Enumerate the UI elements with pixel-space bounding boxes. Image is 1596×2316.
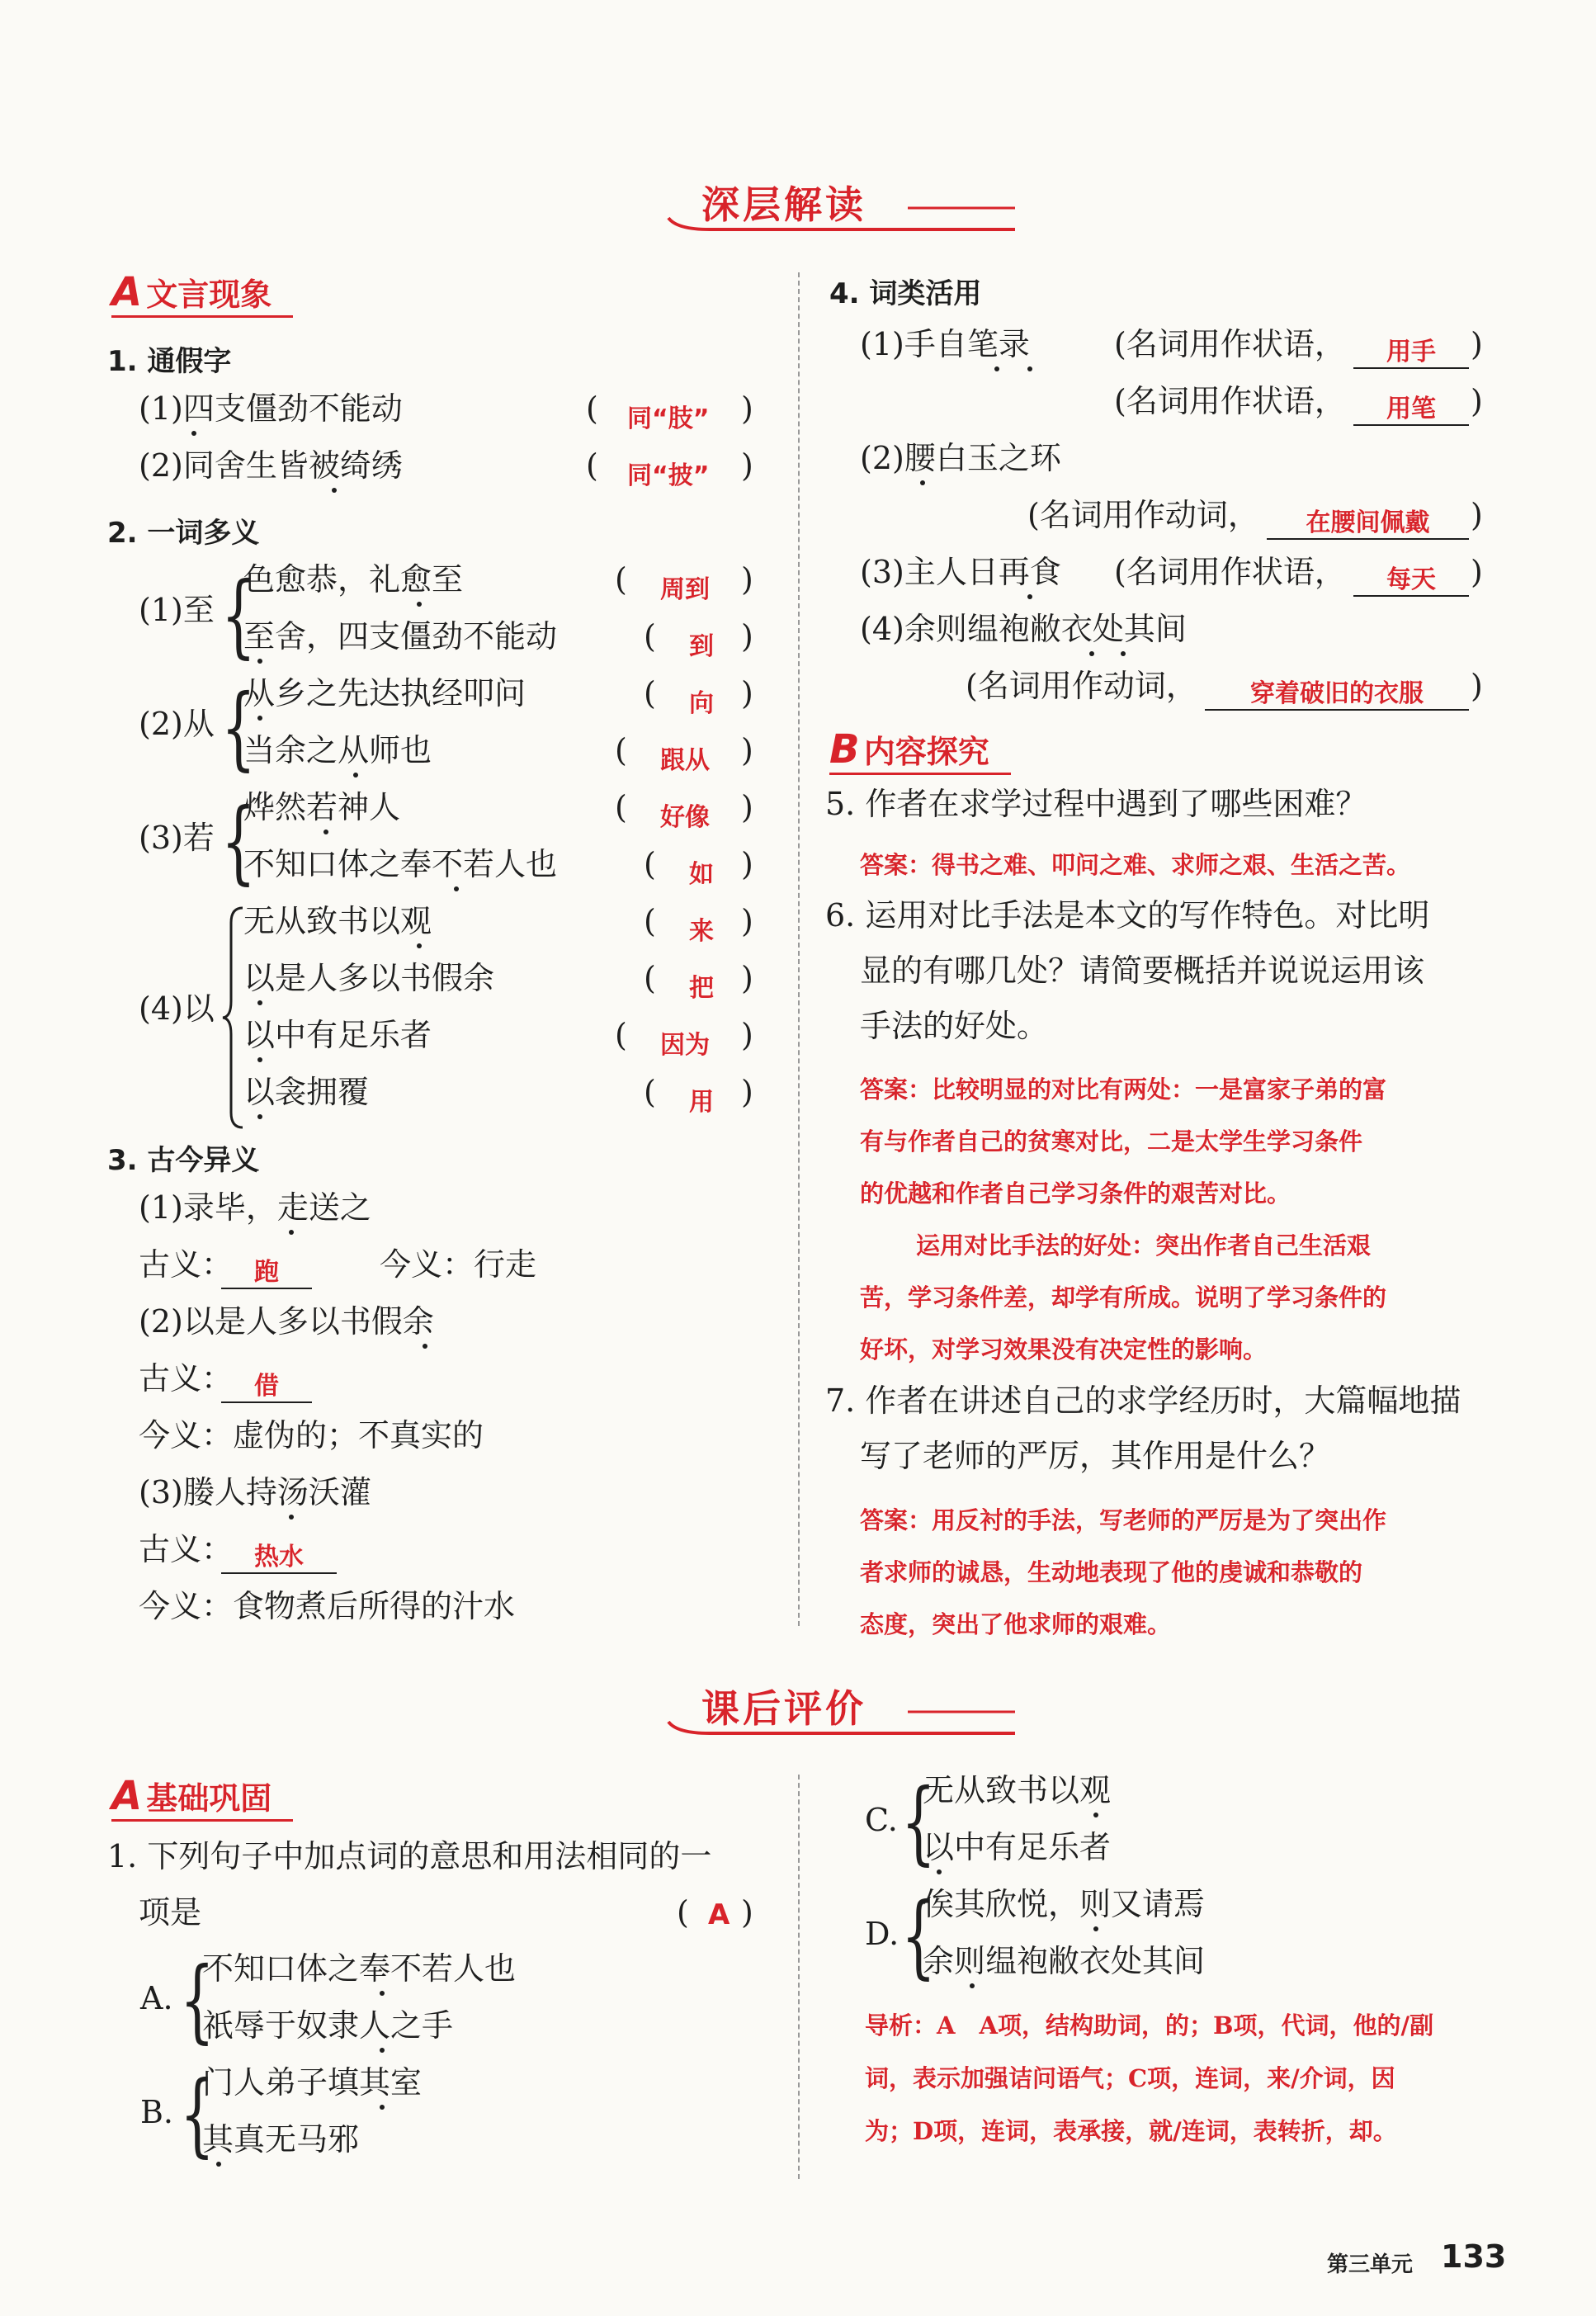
question-1-line1: 1. 下列句子中加点词的意思和用法相同的一 xyxy=(107,1838,712,1874)
cilei-s3-pre: (名词用作状语， xyxy=(1114,554,1346,590)
polysemy-2-s1-bl: ( xyxy=(644,675,656,711)
cilei-s1-b-pre: (名词用作状语， xyxy=(1114,383,1346,419)
emphasis-dot xyxy=(380,1991,385,1996)
gujin-s3-jin: 今义：食物煮后所得的汁水 xyxy=(139,1588,516,1624)
section-title-after-class xyxy=(660,1674,1023,1740)
polysemy-4-s3-bl: ( xyxy=(615,1017,627,1053)
cilei-s3-close: ) xyxy=(1471,554,1483,590)
part-b-badge: B xyxy=(829,726,860,773)
option-d-s2: 余则缊袍敝衣处其间 xyxy=(923,1943,1206,1979)
emphasis-dot xyxy=(1093,1813,1098,1817)
gujin-s2-gu-label: 古义： xyxy=(139,1360,234,1397)
analysis-text-1: A A项，结构助词，的；B项，代词，他的/副 xyxy=(937,2011,1434,2039)
question-1-line2: 项是 xyxy=(139,1894,202,1931)
emphasis-dot xyxy=(970,1983,975,1988)
part-a-title: 文言现象 xyxy=(146,277,272,313)
cilei-s3: (3)主人日再食 xyxy=(860,554,1061,590)
answer-7-line2: 者求师的诚恳，生动地表现了他的虔诚和恭敬的 xyxy=(860,1558,1363,1586)
polysemy-3-brace: { xyxy=(221,788,256,894)
gujin-s1-jin: 今义：行走 xyxy=(380,1246,537,1283)
question-7-line2: 写了老师的严厉，其作用是什么？ xyxy=(860,1438,1331,1474)
answer-5-label: 答案： xyxy=(860,851,933,879)
tongjia-2-bracket: ( xyxy=(586,447,598,484)
polysemy-4-s2-bl: ( xyxy=(644,960,656,996)
cilei-s2-close: ) xyxy=(1471,497,1483,533)
polysemy-3-s2-bl: ( xyxy=(644,846,656,882)
polysemy-2-s2-br: ) xyxy=(741,732,753,768)
polysemy-4-s3: 以中有足乐者 xyxy=(243,1017,432,1053)
tongjia-2-bracket-close: ) xyxy=(741,447,753,484)
part-c-underline xyxy=(111,1819,293,1822)
polysemy-3-a1: 好像 xyxy=(660,803,710,832)
emphasis-dot xyxy=(289,1515,294,1520)
emphasis-dot xyxy=(289,1230,294,1235)
emphasis-dot xyxy=(417,943,422,948)
gujin-s1-gu: 跑 xyxy=(221,1251,312,1289)
option-b-s2: 其真无马邪 xyxy=(202,2121,360,2158)
answer-7-label: 答案： xyxy=(860,1506,933,1534)
polysemy-1-s1: 色愈恭，礼愈至 xyxy=(243,561,464,598)
cilei-s1-a-close: ) xyxy=(1471,326,1483,362)
option-a-s1: 不知口体之奉不若人也 xyxy=(202,1950,517,1987)
polysemy-4-s2-br: ) xyxy=(741,960,753,996)
option-a-brace: { xyxy=(180,1947,215,2053)
analysis-line2: 词，表示加强诘问语气；C项，连词，来/介词，因 xyxy=(865,2064,1395,2092)
part-b-header xyxy=(829,726,989,773)
tongjia-2-answer: 同“披” xyxy=(627,461,710,490)
part-a-header xyxy=(111,269,272,315)
polysemy-1-a2: 到 xyxy=(689,632,714,661)
cilei-s2: (2)腰白玉之环 xyxy=(860,440,1061,476)
polysemy-1-s2-bl: ( xyxy=(644,618,656,655)
polysemy-1-s1-br: ) xyxy=(741,561,753,598)
answer-6-line2: 有与作者自己的贫寒对比，二是太学生学习条件 xyxy=(860,1127,1363,1156)
part-a-underline xyxy=(111,315,293,318)
cilei-s1-a: 用手 xyxy=(1353,331,1469,369)
tongjia-1-bracket-close: ) xyxy=(741,390,753,427)
polysemy-3-a2: 如 xyxy=(689,860,714,889)
cilei-s1: (1)手自笔录 xyxy=(860,326,1030,362)
option-c-s1: 无从致书以观 xyxy=(923,1772,1112,1808)
option-c-brace: { xyxy=(901,1769,936,1874)
polysemy-4-label: (4)以 xyxy=(139,990,215,1027)
option-d-label: D. xyxy=(865,1916,900,1952)
option-d-brace: { xyxy=(901,1883,936,1988)
polysemy-4-a1: 来 xyxy=(689,917,714,946)
emphasis-dot xyxy=(1027,594,1032,599)
question-6-line1: 6. 运用对比手法是本文的写作特色。对比明 xyxy=(825,897,1430,933)
tongjia-1-answer: 同“肢” xyxy=(627,404,710,433)
question-7-line1: 7. 作者在讲述自己的求学经历时，大篇幅地描 xyxy=(825,1383,1461,1419)
polysemy-3-label: (3)若 xyxy=(139,820,215,856)
tongjia-1: (1)四支僵劲不能动 xyxy=(139,390,403,427)
answer-6-line4: 运用对比手法的好处：突出作者自己生活艰 xyxy=(916,1231,1372,1260)
emphasis-dot xyxy=(380,2105,385,2110)
column-divider-bottom xyxy=(798,1775,800,2179)
tongjia-2: (2)同舍生皆被绮绣 xyxy=(139,447,403,484)
answer-6-line1 xyxy=(860,1071,1386,1105)
polysemy-4-s1-bl: ( xyxy=(644,903,656,939)
polysemy-3-s1-bl: ( xyxy=(615,789,627,825)
section-title-text: 深层解读 xyxy=(701,182,866,227)
heading-polysemy: 2. 一词多义 xyxy=(107,517,260,550)
option-b-s1: 门人弟子填其室 xyxy=(202,2064,423,2101)
polysemy-1-brace: { xyxy=(221,562,256,668)
part-b-underline xyxy=(829,773,1011,775)
answer-6-line5: 苦，学习条件差，却学有所成。说明了学习条件的 xyxy=(860,1283,1387,1312)
question-6-line2: 显的有哪几处？请简要概括并说说运用该 xyxy=(860,952,1425,989)
part-c-badge: A xyxy=(111,1773,143,1819)
emphasis-dot xyxy=(920,480,925,485)
emphasis-dot xyxy=(191,431,196,436)
cilei-s1-a-pre: (名词用作状语， xyxy=(1114,326,1346,362)
heading-gujin: 3. 古今异义 xyxy=(107,1144,260,1177)
emphasis-dot xyxy=(323,830,328,834)
option-b-label: B. xyxy=(140,2094,174,2130)
polysemy-2-label: (2)从 xyxy=(139,706,215,742)
cilei-s4-a: 穿着破旧的衣服 xyxy=(1205,673,1469,711)
cilei-s3-a: 每天 xyxy=(1353,559,1469,597)
answer-7-text-1: 用反衬的手法，写老师的严厉是为了突出作 xyxy=(932,1506,1387,1534)
polysemy-2-s2: 当余之从师也 xyxy=(243,732,432,768)
part-b-title: 内容探究 xyxy=(863,734,989,770)
emphasis-dot xyxy=(216,2162,221,2167)
polysemy-3-s1: 烨然若神人 xyxy=(243,789,401,825)
cilei-s2-pre: (名词用作动词， xyxy=(1027,497,1259,533)
gujin-s3-gu-label: 古义： xyxy=(139,1531,234,1567)
emphasis-dot xyxy=(1027,366,1032,371)
polysemy-3-s2-br: ) xyxy=(741,846,753,882)
gujin-s2-jin: 今义：虚伪的；不真实的 xyxy=(139,1417,484,1453)
gujin-s1: (1)录毕，走送之 xyxy=(139,1189,371,1226)
emphasis-dot xyxy=(257,716,262,721)
emphasis-dot xyxy=(1121,651,1126,656)
polysemy-1-s2: 至舍，四支僵劲不能动 xyxy=(243,618,558,655)
heading-cilei: 4. 词类活用 xyxy=(829,277,982,310)
cilei-s4: (4)余则缊袍敝衣处其间 xyxy=(860,611,1187,647)
polysemy-2-brace: { xyxy=(221,674,256,780)
emphasis-dot xyxy=(1089,651,1094,656)
cilei-s1-b-close: ) xyxy=(1471,383,1483,419)
section-title-deep-reading xyxy=(660,170,1023,236)
gujin-s2-gu: 借 xyxy=(221,1365,312,1403)
gujin-s3-gu: 热水 xyxy=(221,1536,337,1574)
cilei-s4-pre: (名词用作动词， xyxy=(966,668,1197,704)
section-title-text: 课后评价 xyxy=(701,1686,866,1731)
polysemy-4-a4: 用 xyxy=(689,1088,714,1117)
answer-5-text: 得书之难、叩问之难、求师之艰、生活之苦。 xyxy=(932,851,1411,879)
emphasis-dot xyxy=(423,1344,427,1349)
emphasis-dot xyxy=(257,659,262,664)
emphasis-dot xyxy=(257,1000,262,1005)
option-d-s1: 俟其欣悦，则又请焉 xyxy=(923,1886,1206,1922)
option-c-s2: 以中有足乐者 xyxy=(923,1829,1112,1865)
gujin-s1-gu-label: 古义： xyxy=(139,1246,234,1283)
option-a-s2: 祇辱于奴隶人之手 xyxy=(202,2007,454,2044)
part-a-badge: A xyxy=(111,269,143,315)
answer-6-label: 答案： xyxy=(860,1075,933,1104)
polysemy-4-s1: 无从致书以观 xyxy=(243,903,432,939)
option-b-brace: { xyxy=(180,2061,215,2167)
emphasis-dot xyxy=(332,488,337,493)
polysemy-1-s2-br: ) xyxy=(741,618,753,655)
question-6-line3: 手法的好处。 xyxy=(860,1008,1049,1044)
option-c-label: C. xyxy=(865,1802,898,1838)
analysis-label: 导析： xyxy=(865,2011,937,2039)
polysemy-4-s2: 以是人多以书假余 xyxy=(243,960,495,996)
column-divider-top xyxy=(798,272,800,1626)
polysemy-1-s1-bl: ( xyxy=(615,561,627,598)
option-a-label: A. xyxy=(140,1980,173,2016)
polysemy-2-s2-bl: ( xyxy=(615,732,627,768)
polysemy-1-label: (1)至 xyxy=(139,592,215,628)
analysis-line3: 为；D项，连词，表承接，就/连词，表转折，却。 xyxy=(865,2117,1397,2145)
question-5: 5. 作者在求学过程中遇到了哪些困难？ xyxy=(825,786,1367,822)
polysemy-2-a2: 跟从 xyxy=(660,746,710,775)
tongjia-1-bracket: ( xyxy=(586,390,598,427)
question-1-answer: A xyxy=(708,1898,730,1931)
polysemy-4-a3: 因为 xyxy=(660,1031,710,1060)
polysemy-4-s4: 以衾拥覆 xyxy=(243,1074,370,1110)
footer-page-number: 133 xyxy=(1441,2238,1507,2275)
answer-6-text-1: 比较明显的对比有两处：一是富家子弟的富 xyxy=(932,1075,1387,1104)
emphasis-dot xyxy=(257,1114,262,1119)
gujin-s3: (3)媵人持汤沃灌 xyxy=(139,1474,371,1510)
answer-7-line1 xyxy=(860,1502,1386,1536)
answer-6-line3: 的优越和作者自己学习条件的艰苦对比。 xyxy=(860,1179,1291,1208)
polysemy-4-s1-br: ) xyxy=(741,903,753,939)
emphasis-dot xyxy=(257,1057,262,1062)
polysemy-3-s2: 不知口体之奉不若人也 xyxy=(243,846,558,882)
cilei-s4-close: ) xyxy=(1471,668,1483,704)
answer-5 xyxy=(860,847,1410,881)
polysemy-4-s4-br: ) xyxy=(741,1074,753,1110)
part-c-title: 基础巩固 xyxy=(146,1780,272,1817)
polysemy-4-s4-bl: ( xyxy=(644,1074,656,1110)
polysemy-4-s3-br: ) xyxy=(741,1017,753,1053)
analysis-line1 xyxy=(865,2007,1433,2041)
polysemy-2-s1-br: ) xyxy=(741,675,753,711)
emphasis-dot xyxy=(454,886,459,891)
polysemy-3-s1-br: ) xyxy=(741,789,753,825)
cilei-s1-b: 用笔 xyxy=(1353,388,1469,426)
emphasis-dot xyxy=(380,2048,385,2053)
cilei-s2-a: 在腰间佩戴 xyxy=(1267,502,1469,540)
part-c-header xyxy=(111,1773,272,1819)
polysemy-1-a1: 周到 xyxy=(660,575,710,604)
emphasis-dot xyxy=(994,366,999,371)
heading-tongjia: 1. 通假字 xyxy=(107,345,232,378)
emphasis-dot xyxy=(937,1869,942,1874)
polysemy-4-a2: 把 xyxy=(689,974,714,1003)
polysemy-2-a1: 向 xyxy=(689,689,714,718)
footer-unit: 第三单元 xyxy=(1327,2252,1414,2277)
question-1-bracket-close: ) xyxy=(741,1894,753,1931)
emphasis-dot xyxy=(353,773,358,778)
answer-6-line6: 好坏，对学习效果没有决定性的影响。 xyxy=(860,1335,1268,1364)
polysemy-4-brace xyxy=(221,906,246,1129)
emphasis-dot xyxy=(1093,1926,1098,1931)
gujin-s2: (2)以是人多以书假余 xyxy=(139,1303,434,1340)
answer-7-line3: 态度，突出了他求师的艰难。 xyxy=(860,1610,1172,1638)
polysemy-2-s1: 从乡之先达执经叩问 xyxy=(243,675,526,711)
emphasis-dot xyxy=(417,602,422,607)
question-1-bracket-open: ( xyxy=(677,1894,689,1931)
